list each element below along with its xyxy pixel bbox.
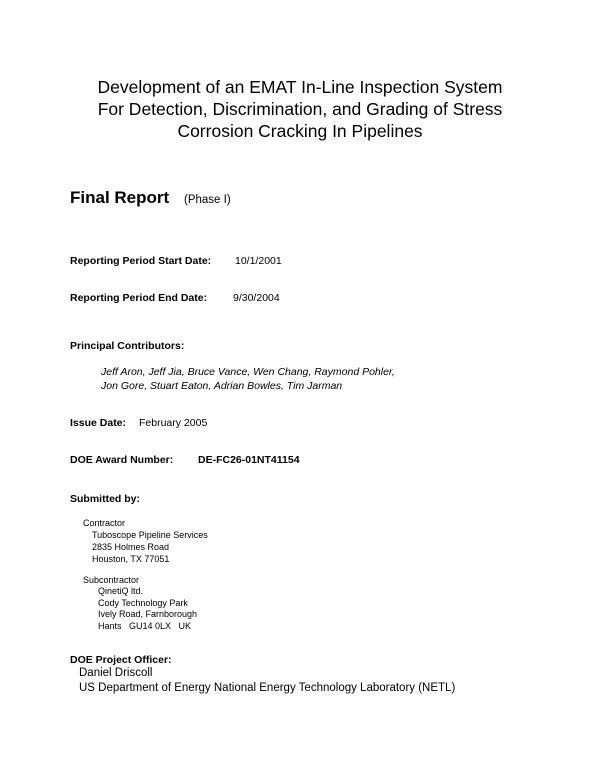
subcontractor-line-1: QinetiQ ltd. bbox=[98, 586, 144, 596]
contributors-line-1: Jeff Aron, Jeff Jia, Bruce Vance, Wen Chang, Raymond Pohler, bbox=[101, 366, 395, 378]
issue-date-value: February 2005 bbox=[139, 417, 208, 429]
period-start-label: Reporting Period Start Date: bbox=[70, 255, 212, 267]
award-number-value: DE-FC26-01NT41154 bbox=[198, 454, 300, 466]
period-end-label: Reporting Period End Date: bbox=[70, 292, 208, 304]
subcontractor-line-2: Cody Technology Park bbox=[98, 598, 188, 608]
contractor-line-1: Tuboscope Pipeline Services bbox=[92, 530, 208, 540]
report-title bbox=[0, 76, 600, 142]
award-number-label: DOE Award Number: bbox=[70, 454, 174, 466]
project-officer-name: Daniel Driscoll bbox=[79, 667, 153, 679]
submitted-by-label: Submitted by: bbox=[70, 493, 140, 505]
subcontractor-line-3: Ively Road, Farnborough bbox=[98, 609, 198, 619]
contributors-line-2: Jon Gore, Stuart Eaton, Adrian Bowles, Tim Jarman bbox=[101, 380, 343, 392]
title-line-3: Corrosion Cracking In Pipelines bbox=[177, 121, 423, 141]
contributors-label: Principal Contributors: bbox=[70, 340, 185, 352]
title-line-2: For Detection, Discrimination, and Grading of Stress bbox=[97, 99, 503, 119]
contractor-line-3: Houston, TX 77051 bbox=[92, 554, 170, 564]
phase-label: (Phase I) bbox=[184, 194, 231, 206]
final-report-heading: Final Report bbox=[70, 188, 170, 207]
project-officer-label: DOE Project Officer: bbox=[70, 654, 172, 666]
subcontractor-label: Subcontractor bbox=[83, 575, 140, 585]
title-line-1: Development of an EMAT In-Line Inspection System bbox=[97, 77, 503, 97]
contractor-label: Contractor bbox=[83, 518, 126, 528]
contractor-line-2: 2835 Holmes Road bbox=[92, 542, 170, 552]
period-end-value: 9/30/2004 bbox=[233, 292, 280, 304]
issue-date-label: Issue Date: bbox=[70, 417, 127, 429]
project-officer-org: US Department of Energy National Energy Technology Laboratory (NETL) bbox=[79, 682, 456, 694]
subcontractor-line-4: Hants GU14 0LX UK bbox=[98, 621, 192, 631]
period-start-value: 10/1/2001 bbox=[235, 255, 282, 267]
